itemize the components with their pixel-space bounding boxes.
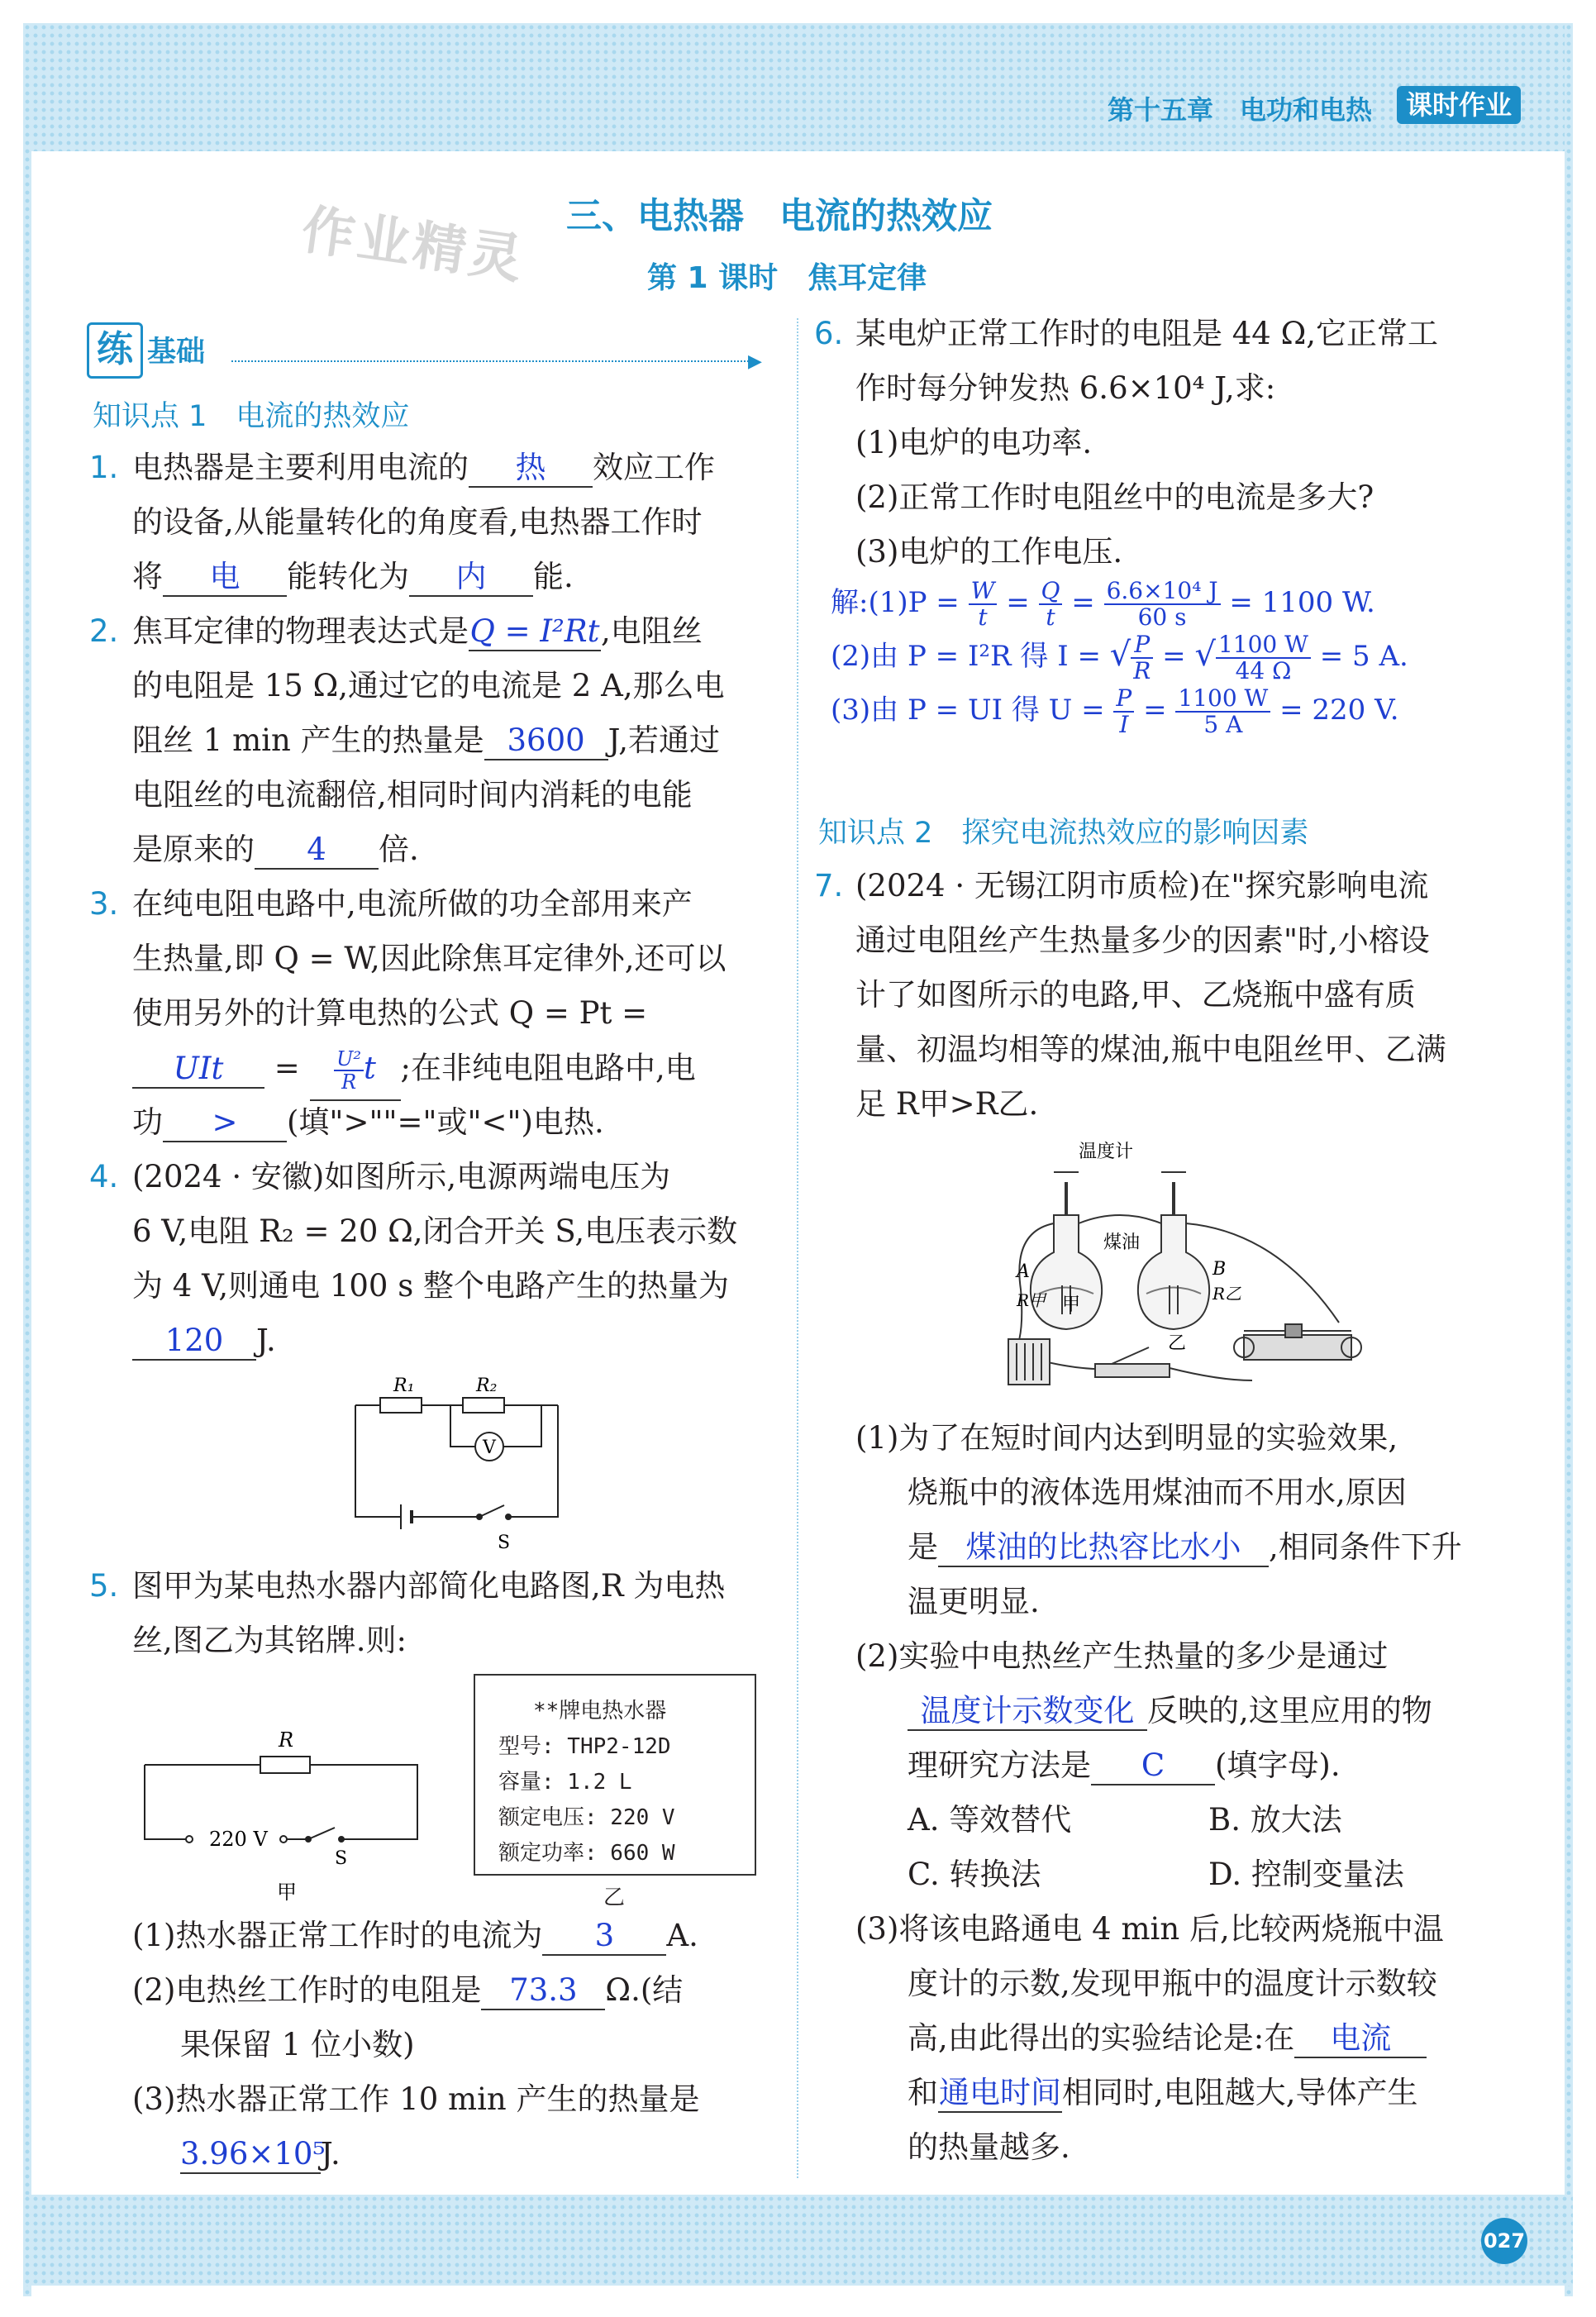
q4-line4 <box>132 1321 276 1361</box>
q7-part2-line3 <box>908 1746 1341 1785</box>
text: = 220 V. <box>1279 694 1399 727</box>
q3-line3: 使用另外的计算电热的公式 Q = Pt = <box>132 995 648 1031</box>
fraction-denominator: 60 s <box>1137 603 1187 631</box>
caption-yi: 乙 <box>603 1886 626 1910</box>
q2-line2: 的电阻是 15 Ω,通过它的电流是 2 A,那么电 <box>132 668 725 703</box>
practice-badge: 练 <box>87 322 143 379</box>
q7-line3: 计了如图所示的电路,甲、乙烧瓶中盛有质 <box>855 977 1416 1013</box>
q1-line3 <box>132 557 574 597</box>
header-band <box>23 23 1573 151</box>
q6-line1: 某电炉正常工作时的电阻是 44 Ω,它正常工 <box>855 316 1439 351</box>
answer-blank: 3 <box>542 1918 666 1956</box>
page-number: 027 <box>1481 2218 1527 2264</box>
text: 阻丝 1 min 产生的热量是 <box>132 722 484 758</box>
knowledge-point-2: 知识点 2 探究电流热效应的影响因素 <box>818 817 1309 850</box>
practice-label: 基础 <box>147 336 206 369</box>
label-r: R <box>279 1728 294 1752</box>
knowledge-point-1: 知识点 1 电流的热效应 <box>93 400 410 433</box>
column-divider <box>797 318 798 2178</box>
label-a: A <box>1017 1261 1030 1282</box>
topic-label: 电功和电热 <box>1240 94 1373 126</box>
text: J. <box>321 2136 341 2172</box>
q6-solution-3: (3)由 P = UI 得 U = $\frac{P}{I}$ = $\frac{1100 W}{5 A}$ = 220 V. <box>831 684 1399 738</box>
fraction-numerator: U² <box>334 1048 364 1071</box>
nameplate <box>474 1674 756 1876</box>
nameplate-voltage: 额定电压: 220 V <box>498 1805 675 1830</box>
answer-blank: 温度计示数变化 <box>908 1693 1147 1731</box>
text: 解:(1)P = <box>831 586 960 619</box>
fraction-numerator: 6.6×10⁴ J <box>1104 579 1221 605</box>
q7-part2-line2 <box>908 1691 1432 1731</box>
q7-line4: 量、初温均相等的煤油,瓶中电阻丝甲、乙满 <box>855 1032 1446 1067</box>
text: 功 <box>132 1104 163 1140</box>
q5-part3-answer <box>180 2134 341 2174</box>
question-number: 1. <box>89 450 119 485</box>
text: 电热器是主要利用电流的 <box>132 450 469 485</box>
q7-part3-line3 <box>908 2019 1427 2058</box>
q7-line5: 足 R甲>R乙. <box>855 1086 1039 1122</box>
q1-line1 <box>132 448 715 488</box>
text: (填">""="或"<")电热. <box>287 1104 604 1140</box>
q3-line1: 在纯电阻电路中,电流所做的功全部用来产 <box>132 886 693 922</box>
answer-blank: Q = I²Rt <box>469 613 601 651</box>
text: = 5 A. <box>1319 640 1408 673</box>
q3-line5 <box>132 1103 604 1142</box>
option-c: C. 转换法 <box>908 1857 1041 1892</box>
question-number: 5. <box>89 1568 119 1604</box>
fraction-numerator: P <box>1113 686 1134 713</box>
text: 倍. <box>379 832 419 867</box>
answer-blank: 电 <box>163 559 287 597</box>
text: ,相同条件下升 <box>1269 1529 1462 1565</box>
battery <box>1008 1339 1050 1385</box>
text: 理研究方法是 <box>908 1747 1091 1783</box>
fraction-numerator: W <box>969 579 998 605</box>
text: (填字母). <box>1215 1747 1341 1783</box>
answer-blank: 120 <box>132 1323 256 1361</box>
question-number: 2. <box>89 613 119 649</box>
q6-part2: (2)正常工作时电阻丝中的电流是多大? <box>855 479 1374 515</box>
q7-experiment-diagram <box>1004 1132 1368 1405</box>
dotted-divider <box>231 360 752 362</box>
answer-blank: 3600 <box>484 722 608 760</box>
fraction-numerator: Q <box>1039 579 1063 605</box>
q7-part3-line4 <box>908 2073 1418 2113</box>
footer-band <box>23 2195 1573 2286</box>
label-r-yi: R乙 <box>1212 1284 1242 1304</box>
q4-circuit-diagram <box>347 1368 579 1558</box>
resistor-r2 <box>463 1398 504 1413</box>
q4-line3: 为 4 V,则通电 100 s 整个电路产生的热量为 <box>132 1268 729 1304</box>
option-a: A. 等效替代 <box>908 1802 1072 1838</box>
fraction-denominator: 44 Ω <box>1235 657 1292 684</box>
nameplate-model: 型号: THP2-12D <box>498 1734 671 1759</box>
label-switch: S <box>335 1848 348 1869</box>
question-number: 4. <box>89 1159 119 1194</box>
nameplate-capacity: 容量: 1.2 L <box>498 1770 632 1795</box>
q7-part3-line2: 度计的示数,发现甲瓶中的温度计示数较 <box>908 1966 1437 2001</box>
text: 和 <box>908 2075 938 2110</box>
label-switch: S <box>498 1533 511 1553</box>
resistor-r1 <box>380 1398 422 1413</box>
answer-blank: 电流 <box>1294 2020 1427 2058</box>
q5-part2 <box>132 1971 683 2010</box>
q7-part1-line3 <box>908 1528 1462 1567</box>
answer-blank: 73.3 <box>481 1972 605 2010</box>
fraction-denominator: R <box>341 1070 357 1094</box>
q7-part2-line1: (2)实验中电热丝产生热量的多少是通过 <box>855 1638 1389 1674</box>
text: (1)热水器正常工作时的电流为 <box>132 1918 543 1953</box>
left-border <box>23 23 31 2296</box>
q6-solution-1: 解:(1)P = $\frac{W}{t}$ = $\frac{Q}{t}$ = $\frac{\text{6.6×10⁴ J}}{60 s}$ = 1100 W. <box>831 577 1375 631</box>
fraction-denominator: I <box>1119 711 1129 738</box>
text: = <box>274 1050 300 1086</box>
text: Ω.(结 <box>605 1972 684 2008</box>
nameplate-power: 额定功率: 660 W <box>498 1841 675 1866</box>
answer-blank: 通电时间 <box>938 2075 1062 2113</box>
q4-line2: 6 V,电阻 R₂ = 20 Ω,闭合开关 S,电压表示数 <box>132 1213 738 1249</box>
q7-part1-line1: (1)为了在短时间内达到明显的实验效果, <box>855 1420 1398 1456</box>
fraction-denominator: t <box>978 603 988 631</box>
rheostat <box>1244 1335 1351 1360</box>
q4-line1: (2024 · 安徽)如图所示,电源两端电压为 <box>132 1159 671 1194</box>
label-r-jia: R甲 <box>1017 1290 1046 1310</box>
answer-blank: 内 <box>409 559 533 597</box>
option-d: D. 控制变量法 <box>1208 1857 1404 1892</box>
text: ;在非纯电阻电路中,电 <box>400 1050 696 1086</box>
chapter-label: 第十五章 <box>1108 94 1214 126</box>
q7-line2: 通过电阻丝产生热量多少的因素"时,小榕设 <box>855 923 1430 958</box>
q5-part2-cont: 果保留 1 位小数) <box>180 2027 415 2062</box>
text: t <box>364 1050 376 1086</box>
flask-yi <box>1138 1215 1209 1329</box>
watermark: 作业精灵 <box>298 199 529 292</box>
q2-line1 <box>132 612 703 651</box>
text: 能. <box>533 559 574 594</box>
voltage-label: 220 V <box>209 1828 268 1851</box>
fraction-denominator: 5 A <box>1203 711 1243 738</box>
q2-line3 <box>132 721 720 760</box>
option-b: B. 放大法 <box>1208 1802 1342 1838</box>
q3-line2: 生热量,即 Q = W,因此除焦耳定律外,还可以 <box>132 941 727 976</box>
q5-circuit-jia <box>136 1723 434 1905</box>
text: (3)由 P = UI 得 U = <box>831 694 1105 727</box>
label-jia: 甲 <box>1062 1294 1081 1315</box>
answer-blank: 4 <box>255 832 379 870</box>
label-r2: R₂ <box>476 1375 498 1396</box>
q7-part3-line5: 的热量越多. <box>908 2129 1070 2165</box>
text: 能转化为 <box>287 559 409 594</box>
nameplate-title: **牌电热水器 <box>533 1699 667 1723</box>
text: 焦耳定律的物理表达式是 <box>132 613 469 649</box>
label-b: B <box>1212 1259 1227 1280</box>
brand-logo: 课时作业 <box>1397 86 1521 124</box>
switch <box>1095 1364 1170 1377</box>
q7-part3-line1: (3)将该电路通电 4 min 后,比较两烧瓶中温 <box>855 1911 1444 1947</box>
text: 反映的,这里应用的物 <box>1147 1693 1432 1728</box>
text: J,若通过 <box>607 722 721 758</box>
fraction-denominator: R <box>1133 657 1151 684</box>
arrow-right-icon: ▶ <box>748 351 762 372</box>
text: 高,由此得出的实验结论是:在 <box>908 2020 1295 2056</box>
question-number: 6. <box>814 316 844 351</box>
text: 相同时,电阻越大,导体产生 <box>1062 2075 1418 2110</box>
q6-part1: (1)电炉的电功率. <box>855 425 1093 460</box>
resistor-r <box>260 1757 310 1773</box>
section-title: 三、电热器 电流的热效应 <box>566 196 993 237</box>
right-border <box>1565 23 1573 2296</box>
label-kerosene: 煤油 <box>1103 1232 1141 1253</box>
q1-line2: 的设备,从能量转化的角度看,电热器工作时 <box>132 504 703 540</box>
caption-jia: 甲 <box>277 1881 297 1904</box>
q5-part3: (3)热水器正常工作 10 min 产生的热量是 <box>132 2081 700 2117</box>
fraction-numerator: 1100 W <box>1175 686 1270 713</box>
answer-blank: 3.96×10⁵ <box>180 2136 321 2174</box>
q6-line2: 作时每分钟发热 6.6×10⁴ J,求: <box>855 370 1276 406</box>
text: 是 <box>908 1529 938 1565</box>
q7-part1-line4: 温更明显. <box>908 1584 1040 1619</box>
answer-blank: 热 <box>469 450 593 488</box>
text: 是原来的 <box>132 832 255 867</box>
label-yi: 乙 <box>1168 1333 1187 1354</box>
text: 将 <box>132 559 163 594</box>
q2-line5 <box>132 830 419 870</box>
fraction-denominator: t <box>1046 603 1055 631</box>
text: A. <box>666 1918 698 1953</box>
text: J. <box>256 1323 276 1358</box>
label-r1: R₁ <box>393 1375 415 1396</box>
answer-blank: C <box>1091 1747 1215 1785</box>
text: (2)由 P = I²R 得 I = <box>831 640 1101 673</box>
q5-line2: 丝,图乙为其铭牌.则: <box>132 1623 407 1658</box>
text: = 1100 W. <box>1229 586 1375 619</box>
text: (2)电热丝工作时的电阻是 <box>132 1972 482 2008</box>
label-thermometer: 温度计 <box>1079 1142 1134 1162</box>
fraction-numerator: 1100 W <box>1216 632 1311 659</box>
q5-part1 <box>132 1916 698 1956</box>
q2-line4: 电阻丝的电流翻倍,相同时间内消耗的电能 <box>132 777 693 813</box>
text: 效应工作 <box>593 450 715 485</box>
q6-solution-2: (2)由 P = I²R 得 I = √ $\frac{P}{R}$ = √ $\frac{1100 W}{44 \Omega}$ = 5 A. <box>831 631 1408 684</box>
answer-blank <box>310 1048 401 1101</box>
q5-line1: 图甲为某电热水器内部简化电路图,R 为电热 <box>132 1568 726 1604</box>
answer-blank: 煤油的比热容比水小 <box>938 1529 1269 1567</box>
fraction-numerator: P <box>1131 632 1153 659</box>
q6-part3: (3)电炉的工作电压. <box>855 534 1123 570</box>
answer-blank: UIt <box>132 1051 264 1089</box>
q7-part1-line2: 烧瓶中的液体选用煤油而不用水,原因 <box>908 1475 1407 1510</box>
voltmeter-label: V <box>483 1437 496 1458</box>
lesson-title: 第 1 课时 焦耳定律 <box>647 261 927 295</box>
answer-blank: > <box>163 1104 287 1142</box>
q3-line4 <box>132 1048 696 1101</box>
question-number: 7. <box>814 868 844 903</box>
question-number: 3. <box>89 886 119 922</box>
q7-line1: (2024 · 无锡江阴市质检)在"探究影响电流 <box>855 868 1429 903</box>
text: ,电阻丝 <box>601 613 703 649</box>
